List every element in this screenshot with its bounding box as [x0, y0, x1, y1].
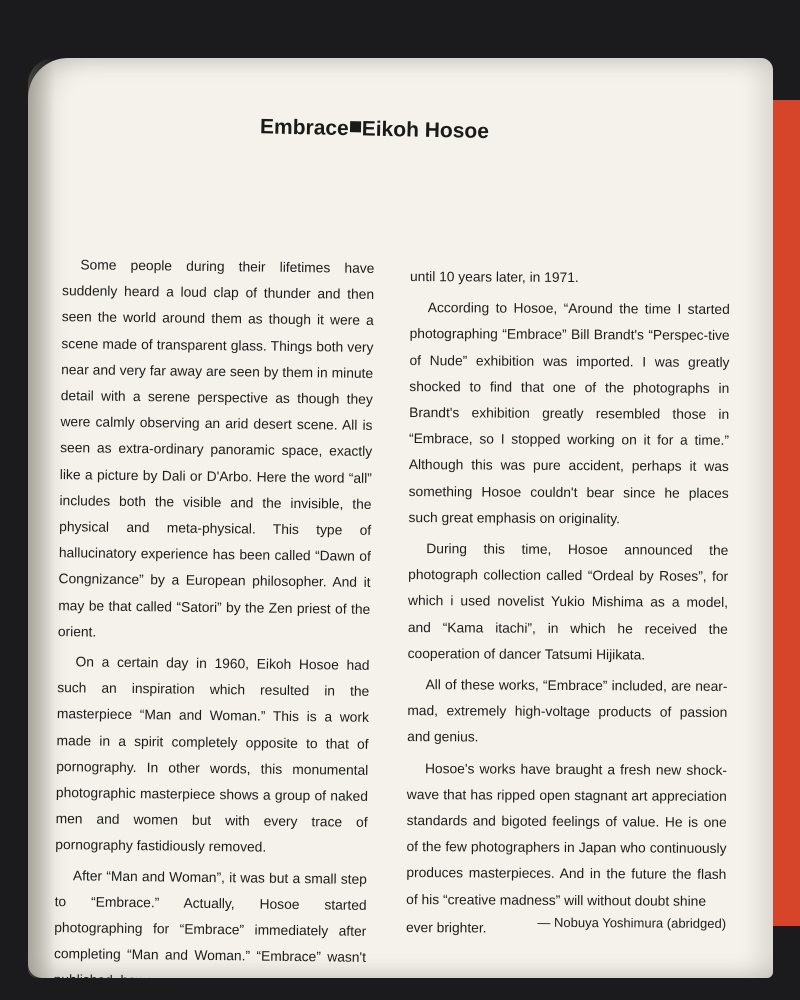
paragraph: On a certain day in 1960, Eikoh Hosoe had such an inspiration which resulted in the masterpiece “Man and Woman.” This is a work made in a spirit completely opposite to that of pornography. In other words, this monumental photographic masterpiece shows a group of naked men and women but with every trace of pornography fastidiously removed. — [55, 654, 370, 856]
paragraph: All of these works, “Embrace” included, are near-mad, extremely high-voltage products of passion and genius. — [407, 677, 728, 745]
closing-text: ever brighter. — [405, 919, 487, 936]
title-right: Eikoh Hosoe — [361, 117, 490, 144]
paragraph: Hosoe's works have braught a fresh new shock-wave that has ripped open stagnant art appreciation standards and bigoted feelings of value. He is one of the few photographers in Japan who continuously produces masterpieces. And in the future the flash of his “creative madness” will without doubt shine — [406, 760, 728, 909]
closing-line — [406, 915, 726, 943]
paragraph: According to Hosoe, “Around the time I started photographing “Embrace” Bill Brandt's “Perspec-tive of Nude” exhibition was imported. I was greatly shocked to find that one of the photographs in Brandt's exhibition greatly resembled those in “Embrace, so I stopped working on it for a time.” Although this was pure accident, perhaps it was something Hosoe couldn't bear since he places such great emphasis on originality. — [408, 300, 730, 527]
title-separator-square — [350, 121, 361, 132]
attribution: — Nobuya Yoshimura (abridged) — [537, 914, 727, 931]
right-column — [406, 264, 730, 943]
paragraph: During this time, Hosoe announced the photograph collection called “Ordeal by Roses”, for which i used novelist Yukio Mishima as a model, and “Kama itachi”, in which he received the cooperation of dancer Tatsumi Hijikata. — [407, 541, 729, 663]
paragraph: After “Man and Woman”, it was but a small step to “Embrace.” Actually, Hosoe started photographing for “Embrace” immediately after completing “Man and Woman.” “Embrace” wasn't published, however, — [53, 867, 368, 990]
book-page — [28, 58, 773, 990]
page-title — [260, 115, 520, 144]
left-column — [53, 252, 374, 1000]
title-left: Embrace — [259, 115, 349, 141]
paragraph: until 10 years later, in 1971. — [409, 269, 579, 286]
paragraph: Some people during their lifetimes have suddenly heard a loud clap of thunder and then seen the world around them as though it were a scene made of transparent glass. Things both very near and very far away are seen by them in minute detail with a serene perspective as though they were calmly observing an arid desert scene. All is seen as extra-ordinary panoramic space, exactly like a picture by Dali or D'Arbo. Here the word “all” includes both the visible and the invisible, the physical and meta-physical. This type of hallucinatory experience has been called “Dawn of Congnizance” by a European philosopher. And it may be that called “Satori” by the Zen priest of the orient. — [57, 257, 375, 640]
spine-shadow — [28, 58, 54, 978]
